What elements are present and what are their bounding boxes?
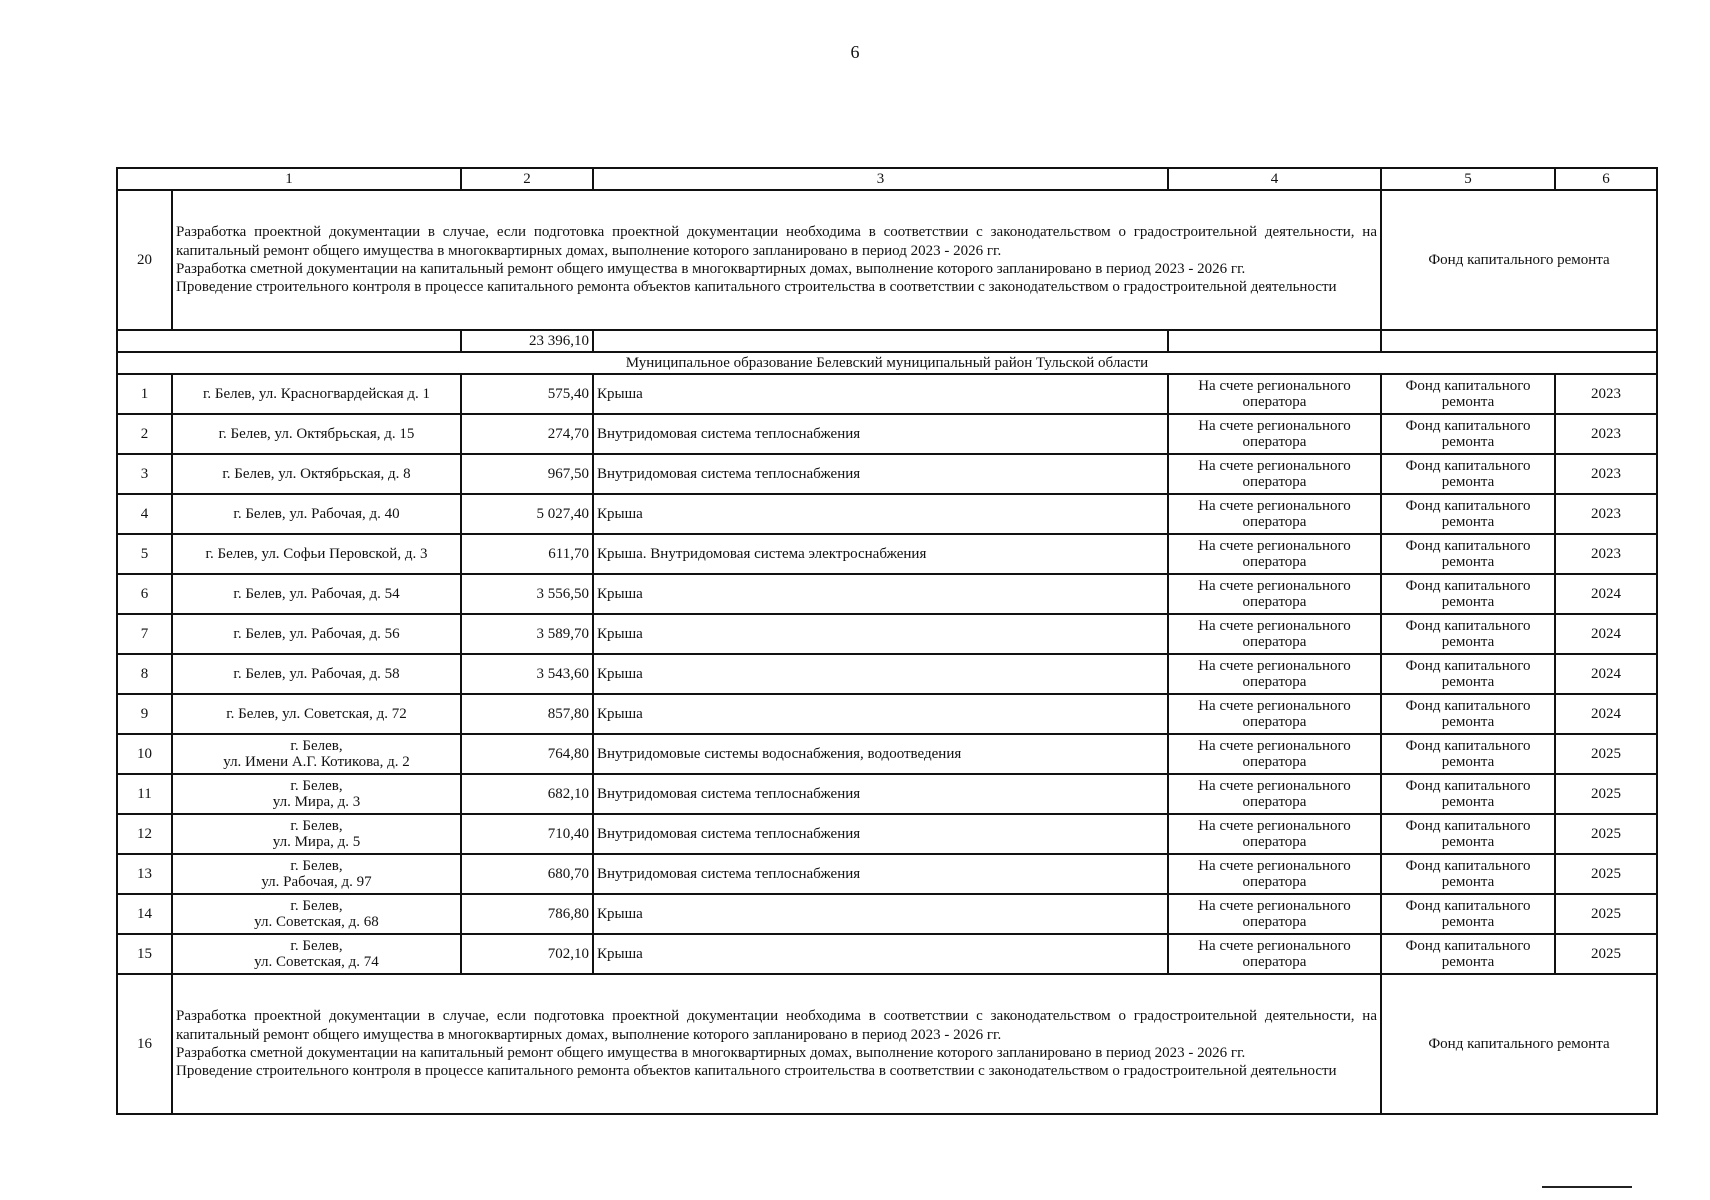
year: 2024 <box>1555 654 1657 694</box>
address: г. Белев, ул. Софьи Перовской, д. 3 <box>172 534 461 574</box>
column-number-header <box>117 168 1657 190</box>
fund-line-1: Фонд капитального <box>1405 857 1531 874</box>
address-line-2: ул. Мира, д. 5 <box>272 834 361 850</box>
table-row <box>117 734 1657 774</box>
fund-line-2: ремонта <box>1441 954 1495 970</box>
area: 967,50 <box>461 454 593 494</box>
account-line-2: оператора <box>1242 554 1307 570</box>
year: 2023 <box>1555 494 1657 534</box>
address <box>172 734 461 774</box>
address: г. Белев, ул. Красногвардейская д. 1 <box>172 374 461 414</box>
address <box>172 894 461 934</box>
account-method <box>1168 454 1381 494</box>
fund-line-1: Фонд капитального <box>1405 417 1531 434</box>
account-method <box>1168 854 1381 894</box>
fund-line-2: ремонта <box>1441 514 1495 530</box>
funding-source: Фонд капитального ремонта <box>1381 190 1657 330</box>
row-number: 20 <box>117 190 172 330</box>
scan-line <box>1542 1186 1632 1188</box>
row-number: 8 <box>117 654 172 694</box>
work-type: Внутридомовая система теплоснабжения <box>593 454 1168 494</box>
area: 3 543,60 <box>461 654 593 694</box>
address <box>172 854 461 894</box>
paragraph: Разработка сметной документации на капитальный ремонт общего имущества в многоквартирных домах, выполнение которого запланировано в период 2023 - 2026 гг. <box>176 261 1246 277</box>
fund-line-1: Фонд капитального <box>1405 657 1531 674</box>
funding-source <box>1381 894 1555 934</box>
address <box>172 934 461 974</box>
row-number: 16 <box>117 974 172 1114</box>
page-number: 6 <box>850 42 860 62</box>
fund-line-2: ремонта <box>1441 674 1495 690</box>
row-number: 6 <box>117 574 172 614</box>
table-row <box>117 614 1657 654</box>
area: 682,10 <box>461 774 593 814</box>
year: 2024 <box>1555 574 1657 614</box>
address <box>172 814 461 854</box>
fund-line-1: Фонд капитального <box>1405 617 1531 634</box>
work-type: Внутридомовая система теплоснабжения <box>593 854 1168 894</box>
total-empty-cell <box>1168 330 1381 352</box>
row-number: 2 <box>117 414 172 454</box>
row-number: 12 <box>117 814 172 854</box>
account-line-2: оператора <box>1242 674 1307 690</box>
account-method <box>1168 614 1381 654</box>
address: г. Белев, ул. Октябрьская, д. 8 <box>172 454 461 494</box>
documentation-block-row <box>117 190 1657 330</box>
address: г. Белев, ул. Рабочая, д. 40 <box>172 494 461 534</box>
year: 2023 <box>1555 454 1657 494</box>
account-line-1: На счете регионального <box>1198 737 1351 754</box>
documentation-text <box>172 190 1381 330</box>
account-line-2: оператора <box>1242 754 1307 770</box>
table-row <box>117 654 1657 694</box>
funding-source <box>1381 814 1555 854</box>
funding-source <box>1381 854 1555 894</box>
paragraph: Проведение строительного контроля в процессе капитального ремонта объектов капитального строительства в соответствии с законодательством о градостроительной деятельности <box>176 279 1337 296</box>
row-number: 9 <box>117 694 172 734</box>
address: г. Белев, ул. Рабочая, д. 56 <box>172 614 461 654</box>
work-type: Крыша. Внутридомовая система электроснабжения <box>593 534 1168 574</box>
fund-line-2: ремонта <box>1441 874 1495 890</box>
paragraph: Проведение строительного контроля в процессе капитального ремонта объектов капитального строительства в соответствии с законодательством о градостроительной деятельности <box>176 1063 1337 1080</box>
account-line-2: оператора <box>1242 394 1307 410</box>
account-method <box>1168 694 1381 734</box>
account-line-1: На счете регионального <box>1198 497 1351 514</box>
address-line-1: г. Белев, <box>290 857 343 874</box>
funding-source <box>1381 454 1555 494</box>
fund-line-1: Фонд капитального <box>1405 457 1531 474</box>
work-type: Крыша <box>593 494 1168 534</box>
address-line-1: г. Белев, <box>290 737 343 754</box>
area: 702,10 <box>461 934 593 974</box>
row-number: 1 <box>117 374 172 414</box>
table-row <box>117 454 1657 494</box>
row-number: 15 <box>117 934 172 974</box>
row-number: 13 <box>117 854 172 894</box>
fund-line-2: ремонта <box>1441 394 1495 410</box>
funding-source <box>1381 694 1555 734</box>
paragraph: Разработка проектной документации в случае, если подготовка проектной документации необходима в соответствии с законодательством о градостроительной деятельности, на капитальный ремонт общего имущества в многоквартирных домах, выполнение которого запланировано в период 2023 - 2026 гг. <box>176 224 1377 259</box>
account-method <box>1168 734 1381 774</box>
account-method <box>1168 374 1381 414</box>
capital-repair-table <box>116 167 1658 1115</box>
area: 274,70 <box>461 414 593 454</box>
address <box>172 774 461 814</box>
fund-line-2: ремонта <box>1441 794 1495 810</box>
total-area: 23 396,10 <box>461 330 593 352</box>
fund-line-2: ремонта <box>1441 754 1495 770</box>
fund-line-2: ремонта <box>1441 594 1495 610</box>
account-line-1: На счете регионального <box>1198 377 1351 394</box>
table-row <box>117 374 1657 414</box>
fund-line-2: ремонта <box>1441 714 1495 730</box>
fund-line-2: ремонта <box>1441 554 1495 570</box>
account-method <box>1168 654 1381 694</box>
account-line-2: оператора <box>1242 634 1307 650</box>
account-method <box>1168 814 1381 854</box>
fund-line-1: Фонд капитального <box>1405 777 1531 794</box>
work-type: Крыша <box>593 894 1168 934</box>
fund-line-1: Фонд капитального <box>1405 377 1531 394</box>
account-line-2: оператора <box>1242 874 1307 890</box>
account-method <box>1168 894 1381 934</box>
paragraph: Разработка сметной документации на капитальный ремонт общего имущества в многоквартирных домах, выполнение которого запланировано в период 2023 - 2026 гг. <box>176 1045 1246 1061</box>
fund-line-1: Фонд капитального <box>1405 737 1531 754</box>
funding-source <box>1381 494 1555 534</box>
work-type: Крыша <box>593 694 1168 734</box>
address: г. Белев, ул. Рабочая, д. 58 <box>172 654 461 694</box>
documentation-block-row <box>117 974 1657 1114</box>
header-col-6: 6 <box>1555 168 1657 190</box>
area: 857,80 <box>461 694 593 734</box>
address-line-1: г. Белев, <box>290 897 343 914</box>
table-row <box>117 414 1657 454</box>
account-method <box>1168 774 1381 814</box>
fund-line-2: ремонта <box>1441 474 1495 490</box>
table-row <box>117 574 1657 614</box>
row-number: 3 <box>117 454 172 494</box>
header-col-3: 3 <box>593 168 1168 190</box>
account-method <box>1168 414 1381 454</box>
table-row <box>117 894 1657 934</box>
funding-source <box>1381 614 1555 654</box>
work-type: Крыша <box>593 654 1168 694</box>
row-number: 11 <box>117 774 172 814</box>
address-line-1: г. Белев, <box>290 777 343 794</box>
address: г. Белев, ул. Рабочая, д. 54 <box>172 574 461 614</box>
paragraph: Разработка проектной документации в случае, если подготовка проектной документации необходима в соответствии с законодательством о градостроительной деятельности, на капитальный ремонт общего имущества в многоквартирных домах, выполнение которого запланировано в период 2023 - 2026 гг. <box>176 1008 1377 1043</box>
year: 2024 <box>1555 694 1657 734</box>
funding-source <box>1381 534 1555 574</box>
row-number: 10 <box>117 734 172 774</box>
fund-line-1: Фонд капитального <box>1405 937 1531 954</box>
year: 2025 <box>1555 854 1657 894</box>
account-line-2: оператора <box>1242 914 1307 930</box>
header-col-2: 2 <box>461 168 593 190</box>
account-line-1: На счете регионального <box>1198 577 1351 594</box>
year: 2025 <box>1555 894 1657 934</box>
funding-source <box>1381 774 1555 814</box>
row-number: 7 <box>117 614 172 654</box>
address-line-2: ул. Советская, д. 74 <box>254 954 379 970</box>
work-type: Внутридомовая система теплоснабжения <box>593 774 1168 814</box>
header-col-5: 5 <box>1381 168 1555 190</box>
work-type: Крыша <box>593 574 1168 614</box>
account-method <box>1168 534 1381 574</box>
account-line-2: оператора <box>1242 514 1307 530</box>
area: 3 556,50 <box>461 574 593 614</box>
account-line-1: На счете регионального <box>1198 697 1351 714</box>
section-title-row <box>117 352 1657 374</box>
work-type: Крыша <box>593 934 1168 974</box>
year: 2023 <box>1555 534 1657 574</box>
account-line-1: На счете регионального <box>1198 617 1351 634</box>
address-line-2: ул. Мира, д. 3 <box>272 794 361 810</box>
total-label-cell <box>117 330 461 352</box>
documentation-text <box>172 974 1381 1114</box>
funding-source <box>1381 734 1555 774</box>
account-method <box>1168 934 1381 974</box>
area: 3 589,70 <box>461 614 593 654</box>
account-method <box>1168 574 1381 614</box>
row-number: 5 <box>117 534 172 574</box>
fund-line-1: Фонд капитального <box>1405 897 1531 914</box>
funding-source <box>1381 574 1555 614</box>
work-type: Внутридомовые системы водоснабжения, водоотведения <box>593 734 1168 774</box>
section-title: Муниципальное образование Белевский муниципальный район Тульской области <box>117 352 1657 374</box>
year: 2024 <box>1555 614 1657 654</box>
area: 680,70 <box>461 854 593 894</box>
header-col-1: 1 <box>117 168 461 190</box>
fund-line-1: Фонд капитального <box>1405 817 1531 834</box>
row-number: 4 <box>117 494 172 534</box>
area: 611,70 <box>461 534 593 574</box>
address-line-2: ул. Советская, д. 68 <box>254 914 379 930</box>
account-line-1: На счете регионального <box>1198 777 1351 794</box>
address-line-2: ул. Имени А.Г. Котикова, д. 2 <box>223 754 410 770</box>
account-line-1: На счете регионального <box>1198 897 1351 914</box>
account-line-1: На счете регионального <box>1198 937 1351 954</box>
address: г. Белев, ул. Октябрьская, д. 15 <box>172 414 461 454</box>
year: 2025 <box>1555 734 1657 774</box>
account-line-2: оператора <box>1242 594 1307 610</box>
area: 710,40 <box>461 814 593 854</box>
funding-source <box>1381 654 1555 694</box>
area: 575,40 <box>461 374 593 414</box>
fund-line-1: Фонд капитального <box>1405 697 1531 714</box>
funding-source <box>1381 374 1555 414</box>
year: 2025 <box>1555 774 1657 814</box>
table-row <box>117 494 1657 534</box>
year: 2023 <box>1555 374 1657 414</box>
fund-line-2: ремонта <box>1441 914 1495 930</box>
fund-line-2: ремонта <box>1441 634 1495 650</box>
account-line-1: На счете регионального <box>1198 817 1351 834</box>
year: 2025 <box>1555 814 1657 854</box>
area: 5 027,40 <box>461 494 593 534</box>
account-line-1: На счете регионального <box>1198 417 1351 434</box>
account-line-2: оператора <box>1242 834 1307 850</box>
work-type: Крыша <box>593 374 1168 414</box>
work-type: Внутридомовая система теплоснабжения <box>593 814 1168 854</box>
address-line-1: г. Белев, <box>290 817 343 834</box>
fund-line-1: Фонд капитального <box>1405 577 1531 594</box>
table-row <box>117 694 1657 734</box>
account-line-2: оператора <box>1242 714 1307 730</box>
header-col-4: 4 <box>1168 168 1381 190</box>
fund-line-2: ремонта <box>1441 834 1495 850</box>
table-row <box>117 534 1657 574</box>
fund-line-1: Фонд капитального <box>1405 537 1531 554</box>
account-line-2: оператора <box>1242 794 1307 810</box>
account-line-2: оператора <box>1242 954 1307 970</box>
funding-source <box>1381 414 1555 454</box>
total-empty-cell <box>593 330 1168 352</box>
account-line-1: На счете регионального <box>1198 537 1351 554</box>
account-line-1: На счете регионального <box>1198 657 1351 674</box>
work-type: Внутридомовая система теплоснабжения <box>593 414 1168 454</box>
work-type: Крыша <box>593 614 1168 654</box>
account-line-2: оператора <box>1242 474 1307 490</box>
row-number: 14 <box>117 894 172 934</box>
account-line-1: На счете регионального <box>1198 457 1351 474</box>
area: 786,80 <box>461 894 593 934</box>
account-method <box>1168 494 1381 534</box>
address-line-1: г. Белев, <box>290 937 343 954</box>
account-line-2: оператора <box>1242 434 1307 450</box>
table-row <box>117 774 1657 814</box>
area: 764,80 <box>461 734 593 774</box>
year: 2023 <box>1555 414 1657 454</box>
table-row <box>117 854 1657 894</box>
funding-source <box>1381 934 1555 974</box>
year: 2025 <box>1555 934 1657 974</box>
address: г. Белев, ул. Советская, д. 72 <box>172 694 461 734</box>
address-line-2: ул. Рабочая, д. 97 <box>261 874 372 890</box>
total-empty-cell <box>1381 330 1657 352</box>
table-row <box>117 814 1657 854</box>
fund-line-2: ремонта <box>1441 434 1495 450</box>
total-row <box>117 330 1657 352</box>
funding-source: Фонд капитального ремонта <box>1381 974 1657 1114</box>
table-row <box>117 934 1657 974</box>
account-line-1: На счете регионального <box>1198 857 1351 874</box>
fund-line-1: Фонд капитального <box>1405 497 1531 514</box>
